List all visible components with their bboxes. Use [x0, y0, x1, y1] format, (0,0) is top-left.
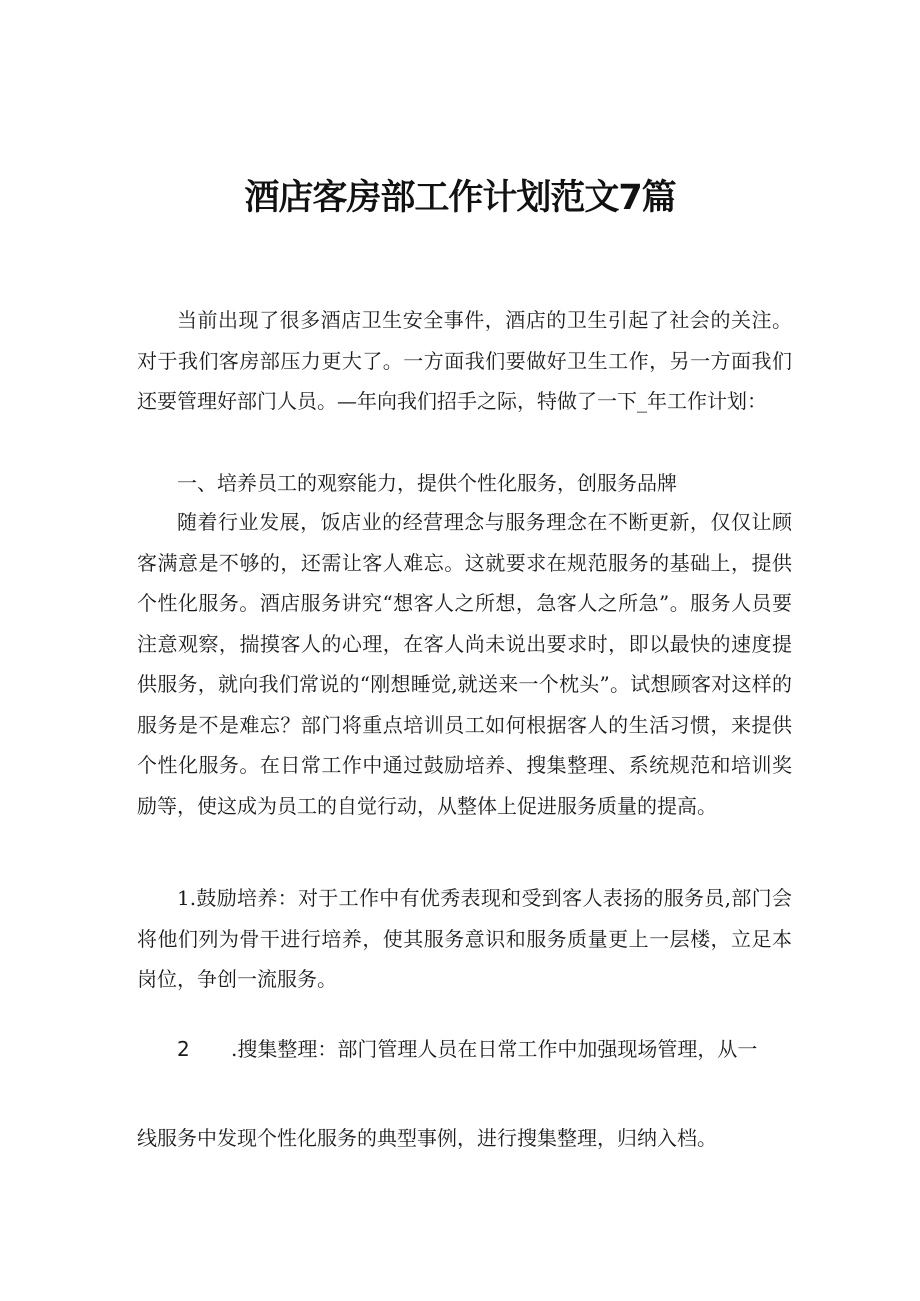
- list-item-collect-organize: .搜集整理：部门管理人员在日常工作中加强现场管理，从一: [231, 1037, 758, 1061]
- section-body-paragraph: 随着行业发展，饭店业的经营理念与服务理念在不断更新，仅仅让顾客满意是不够的，还需让客人难忘。这就要求在规范服务的基础上，提供个性化服务。酒店服务讲究“想客人之所想，急客人之所急”。服务人员要注意观察，揣摸客人的心理，在客人尚未说出要求时，即以最快的速度提供服务，就向我们常说的“刚想睡觉,就送来一个枕头”。试想顾客对这样的服务是不是难忘？部门将重点培训员工如何根据客人的生活习惯，来提供个性化服务。在日常工作中通过鼓励培养、搜集整理、系统规范和培训奖励等，使这成为员工的自觉行动，从整体上促进服务质量的提高。: [137, 510, 792, 818]
- list-item-continuation: 线服务中发现个性化服务的典型事例，进行搜集整理，归纳入档。: [137, 1126, 717, 1150]
- intro-paragraph: 当前出现了很多酒店卫生安全事件，酒店的卫生引起了社会的关注。对于我们客房部压力更大了。一方面我们要做好卫生工作，另一方面我们还要管理好部门人员。—年向我们招手之际，特做了一下_年工作计划：: [137, 308, 792, 413]
- list-item-number: 2: [177, 1037, 190, 1061]
- page-title: 酒店客房部工作计划范文7篇: [244, 178, 676, 219]
- list-item-encourage-training: 1.鼓励培养：对于工作中有优秀表现和受到客人表扬的服务员,部门会将他们列为骨干进行培养，使其服务意识和服务质量更上一层楼，立足本岗位，争创一流服务。: [137, 886, 792, 991]
- section-heading: 一、培养员工的观察能力，提供个性化服务，创服务品牌: [177, 471, 677, 495]
